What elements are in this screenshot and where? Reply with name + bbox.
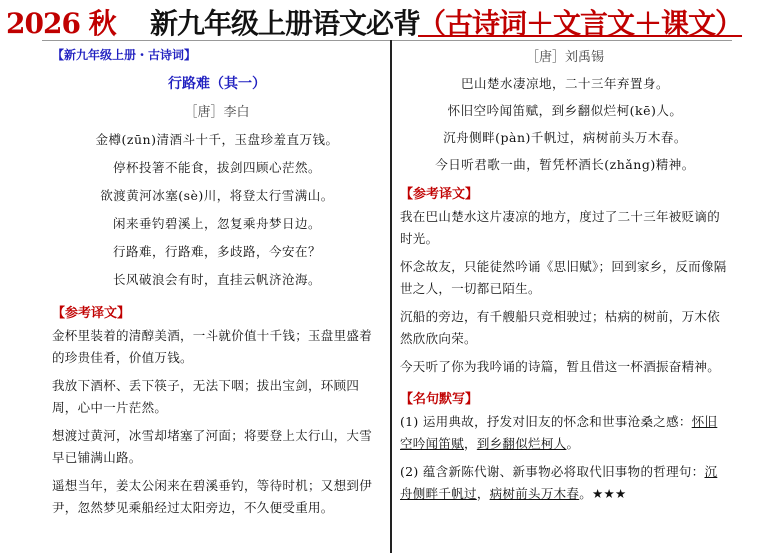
translation-paragraph: 遥想当年，姜太公闲来在碧溪垂钓，等待时机；又想到伊尹，忽然梦见乘船经过太阳旁边，不久便受重用。 — [52, 478, 373, 515]
poem-line: 闲来垂钓碧溪上，忽复乘舟梦日边。 — [112, 216, 321, 231]
question-text: (2) 蕴含新陈代谢、新事物必将取代旧事物的哲理句： — [400, 464, 705, 479]
poem-line: 巴山楚水凄凉地，二十三年弃置身。 — [460, 76, 669, 91]
answer-end: 。 — [566, 436, 580, 451]
translation-paragraph: 沉船的旁边，有千艘船只竞相驶过；枯病的树前，万木依然欣欣向荣。 — [400, 309, 721, 346]
translation-paragraph: 我在巴山楚水这片凄凉的地方，度过了二十三年被贬谪的时光。 — [400, 209, 721, 246]
translation-paragraph: 金杯里装着的清醇美酒，一斗就价值十千钱；玉盘里盛着的珍贵佳肴，价值万钱。 — [52, 328, 373, 365]
poem-line: 今日听君歌一曲，暂凭杯酒长(zhǎng)精神。 — [435, 157, 695, 172]
answer-separator: ， — [464, 436, 477, 451]
poem-line: 行路难，行路难，多歧路，今安在？ — [112, 244, 321, 259]
section-tag: 【新九年级上册・古诗词】 — [52, 48, 197, 62]
dictation-question-2 — [400, 461, 730, 505]
poem-line: 欲渡黄河冰塞(sè)川，将登太行雪满山。 — [100, 188, 334, 203]
reference-translation-heading: 【参考译文】 — [400, 187, 479, 202]
poem-line: 沉舟侧畔(pàn)千帆过，病树前头万木春。 — [443, 130, 687, 145]
right-column — [400, 46, 730, 505]
dictation-question-1 — [400, 411, 730, 455]
header-year-term: 2026 秋 — [6, 7, 116, 40]
answer-separator: ， — [476, 486, 490, 501]
poem-line: 金樽(zūn)清酒斗十千，玉盘珍羞直万钱。 — [95, 132, 339, 147]
translation-paragraph: 今天听了你为我吟诵的诗篇，暂且借这一杯酒振奋精神。 — [400, 359, 721, 374]
header-main-title: 新九年级上册语文必背 — [150, 7, 421, 40]
header-subtitle: （古诗词＋文言文＋课文） — [418, 7, 743, 40]
poem-author: ［唐］李白 — [184, 105, 250, 120]
page-header — [0, 0, 777, 40]
translation-paragraph: 我放下酒杯、丢下筷子，无法下咽；拔出宝剑，环顾四周，心中一片茫然。 — [52, 378, 360, 415]
poem-line: 长风破浪会有时，直挂云帆济沧海。 — [112, 272, 321, 287]
poem-author: ［唐］刘禹锡 — [525, 50, 604, 65]
poem-line: 停杯投箸不能食，拔剑四顾心茫然。 — [112, 160, 321, 175]
translation-paragraph: 怀念故友，只能徒然吟诵《思旧赋》；回到家乡，反而像隔世之人，一切都已陌生。 — [400, 259, 727, 296]
answer-line: 病树前头万木春 — [489, 486, 580, 501]
translation-paragraph: 想渡过黄河，冰雪却堵塞了河面；将要登上太行山，大雪早已铺满山路。 — [52, 428, 373, 465]
column-divider — [390, 40, 392, 553]
header-rule — [42, 40, 732, 41]
famous-lines-heading: 【名句默写】 — [400, 392, 479, 407]
answer-end: 。 — [579, 486, 593, 501]
answer-line: 怀旧空吟闻笛赋 — [400, 414, 718, 451]
left-column — [52, 46, 382, 519]
question-text: (1) 运用典故，抒发对旧友的怀念和世事沧桑之感： — [400, 414, 692, 429]
importance-stars: ★★★ — [592, 486, 627, 501]
answer-line: 到乡翻似烂柯人 — [476, 436, 567, 451]
reference-translation-heading: 【参考译文】 — [52, 306, 131, 321]
answer-line: 沉舟侧畔千帆过 — [400, 464, 718, 501]
poem-title: 行路难（其一） — [168, 76, 266, 92]
poem-line: 怀旧空吟闻笛赋，到乡翻似烂柯(kē)人。 — [447, 103, 683, 118]
